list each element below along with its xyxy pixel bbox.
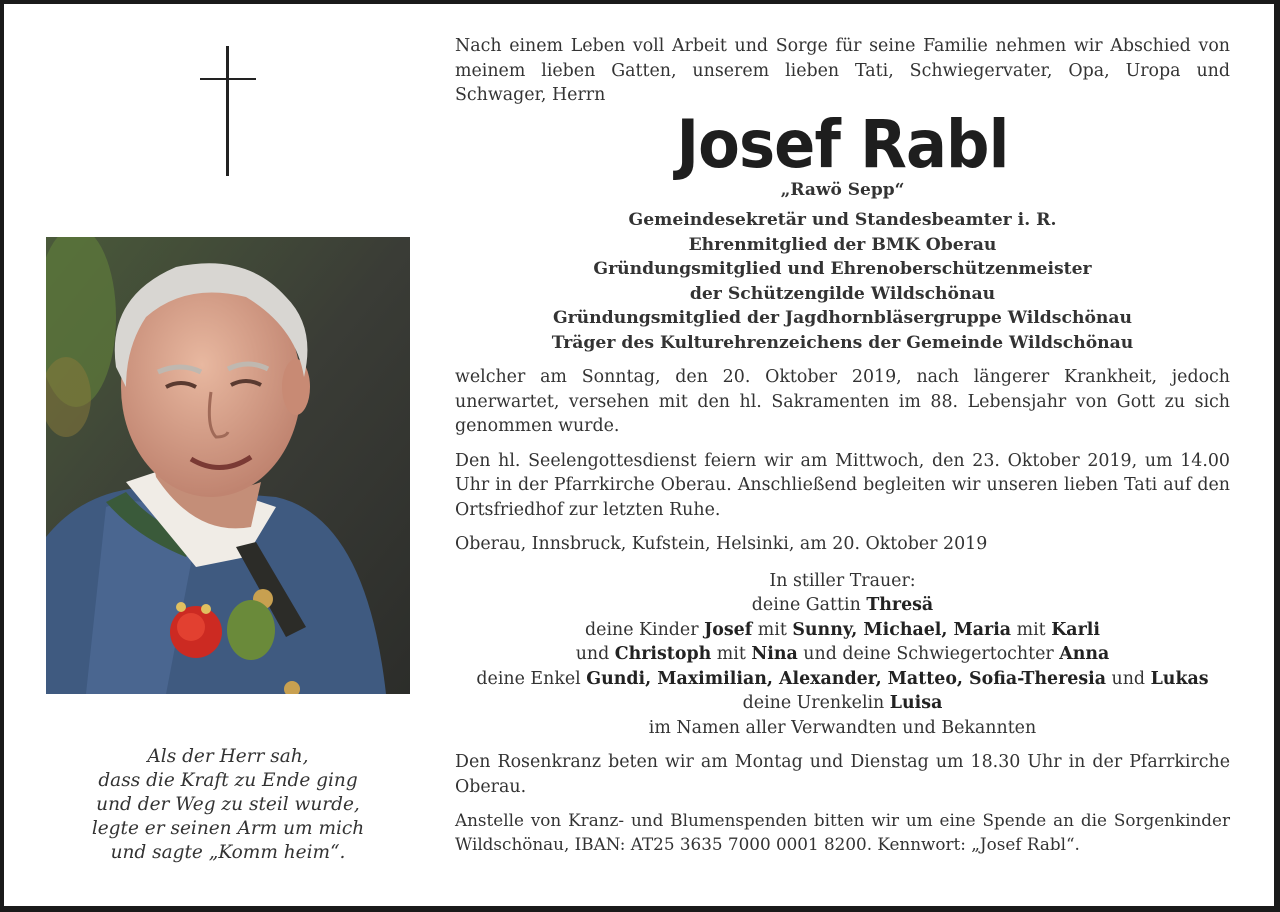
mourner-line: deine Gattin Thresä: [751, 595, 934, 615]
poem-line: und sagte „Komm heim“.: [110, 842, 346, 863]
intro-text: Nach einem Leben voll Arbeit und Sorge für seine Familie nehmen wir Abschied von meinem lieben Gatten, unserem lieben Tati, Schwiegervater, Opa, Uropa und Schwager, Herrn: [455, 36, 1230, 105]
poem-line: und der Weg zu steil wurde,: [96, 794, 360, 815]
honor-line: Träger des Kulturehrenzeichens der Gemeinde Wildschönau: [551, 332, 1134, 353]
honor-line: Ehrenmitglied der BMK Oberau: [688, 234, 997, 255]
death-notice: welcher am Sonntag, den 20. Oktober 2019, nach längerer Krankheit, jedoch unerwartet, versehen mit den hl. Sakramenten im 88. Lebensjahr von Gott zu sich genommen wurde.: [455, 367, 1230, 436]
obituary-page: [4, 4, 1274, 906]
mourner-line: und Christoph mit Nina und deine Schwiegertochter Anna: [575, 644, 1110, 664]
honor-line: Gründungsmitglied der Jagdhornbläsergruppe Wildschönau: [552, 308, 1133, 328]
funeral-notice: Den hl. Seelengottesdienst feiern wir am Mittwoch, den 23. Oktober 2019, um 14.00 Uhr in der Pfarrkirche Oberau. Anschließend begleiten wir unseren lieben Tati auf den Ortsfriedhof zur letzten Ruhe.: [455, 450, 1230, 520]
poem-line: Als der Herr sah,: [147, 746, 309, 767]
place-date: Oberau, Innsbruck, Kufstein, Helsinki, am 20. Oktober 2019: [455, 534, 988, 554]
honor-line: Gemeindesekretär und Standesbeamter i. R.: [628, 210, 1057, 230]
mourner-line: deine Enkel Gundi, Maximilian, Alexander, Matteo, Sofia-Theresia und Lukas: [476, 668, 1209, 689]
honors-list: [455, 208, 1230, 355]
mourners-heading: In stiller Trauer:: [769, 570, 916, 591]
portrait-photo: [46, 237, 410, 694]
donation-notice: Anstelle von Kranz- und Blumenspenden bitten wir um eine Spende an die Sorgenkinder Wildschönau, IBAN: AT25 3635 7000 0001 8200. Kennwort: „Josef Rabl“.: [455, 810, 1230, 854]
honor-line: Gründungsmitglied und Ehrenoberschützenmeister: [593, 259, 1092, 279]
deceased-name: Josef Rabl: [676, 105, 1009, 183]
obituary-text-column: [455, 34, 1230, 856]
mourner-line: deine Urenkelin Luisa: [742, 693, 943, 713]
nickname: „Rawö Sepp“: [780, 179, 905, 200]
honor-line: der Schützengilde Wildschönau: [689, 283, 996, 304]
rosary-notice: Den Rosenkranz beten wir am Montag und Dienstag um 18.30 Uhr in der Pfarrkirche Oberau.: [455, 752, 1230, 797]
mourner-line: im Namen aller Verwandten und Bekannten: [648, 717, 1037, 738]
poem-line: legte er seinen Arm um mich: [91, 818, 365, 839]
mourner-line: deine Kinder Josef mit Sunny, Michael, Maria mit Karli: [585, 619, 1100, 640]
cross-icon: [200, 46, 256, 176]
mourners-list: [455, 569, 1230, 741]
poem-line: dass die Kraft zu Ende ging: [98, 770, 358, 791]
poem: [46, 745, 410, 865]
